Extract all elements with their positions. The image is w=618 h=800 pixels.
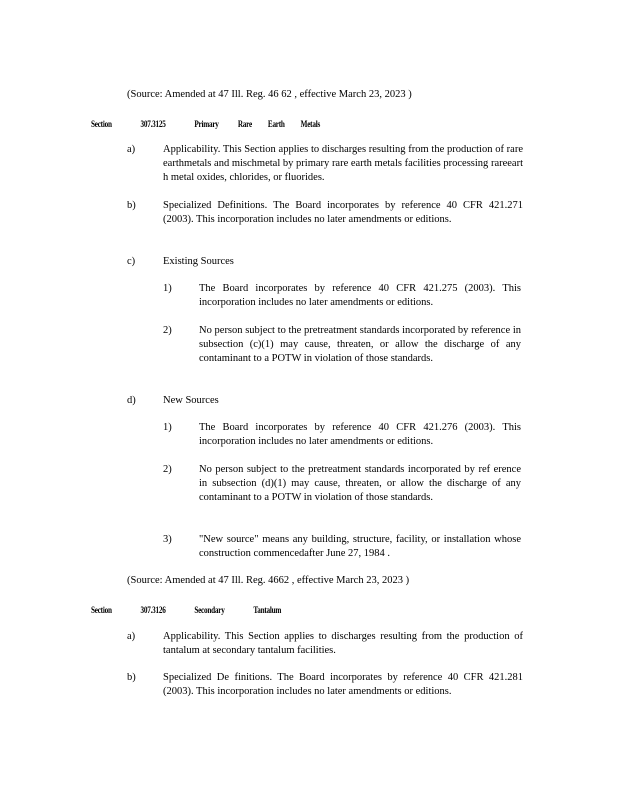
- subsection-text-a: Applicability. This Section applies to discharges resulting from the production of rare earthmetals and mischmetal by primary rare earth metals facilities processing rareeart h metal oxides, chlorides, or fluorides.: [163, 144, 523, 183]
- item-label-d1: 1): [163, 422, 172, 433]
- section-number: 307.3125: [140, 119, 166, 129]
- section-heading-3126: [91, 603, 281, 617]
- item-label-c1: 1): [163, 283, 172, 294]
- subsection-label-c: c): [127, 256, 136, 267]
- item-label-d2: 2): [163, 464, 172, 475]
- subsection-text-b: Specialized Definitions. The Board incorporates by reference 40 CFR 421.271 (2003). This incorporation includes no later amendments or editions.: [163, 200, 523, 225]
- subsection-heading-c: Existing Sources: [163, 256, 234, 267]
- subsection-label-a: a): [127, 144, 136, 155]
- subsection-label-d: d): [127, 395, 136, 406]
- section-title-word: Rare: [237, 119, 252, 129]
- subsection-text-a: Applicability. This Section applies to discharges resulting from the production of tantalum at secondary tantalum facilities.: [163, 631, 523, 656]
- section-heading-3125: [91, 117, 320, 131]
- item-label-d3: 3): [163, 534, 172, 545]
- item-text-d2: No person subject to the pretreatment standards incorporated by ref erence in subsection (d)(1) may cause, threaten, or allow the discharge of any contaminant to a POTW in violation of those standards.: [199, 464, 521, 503]
- item-text-c2: No person subject to the pretreatment standards incorporated by reference in subsection (c)(1) may cause, threaten, or allow the discharge of any contaminant to a POTW in violation of those standards.: [199, 325, 521, 364]
- subsection-label-b: b): [127, 672, 136, 683]
- subsection-label-a: a): [127, 631, 136, 642]
- section-title-word: Earth: [267, 119, 285, 129]
- source-note-3125: (Source: Amended at 47 Ill. Reg. 4662 , effective March 23, 2023 ): [127, 575, 410, 586]
- item-text-d1: The Board incorporates by reference 40 CFR 421.276 (2003). This incorporation includes no later amendments or editions.: [199, 422, 521, 447]
- section-title-word: Tantalum: [253, 605, 282, 615]
- source-note-top: (Source: Amended at 47 Ill. Reg. 46 62 , effective March 23, 2023 ): [127, 89, 412, 100]
- section-label: Section: [91, 605, 112, 615]
- section-title-word: Primary: [194, 119, 219, 129]
- subsection-label-b: b): [127, 200, 136, 211]
- section-title-word: Secondary: [194, 605, 225, 615]
- section-title-word: Metals: [300, 119, 321, 129]
- subsection-heading-d: New Sources: [163, 395, 219, 406]
- item-text-d3: "New source" means any building, structure, facility, or installation whose construction commencedafter June 27, 1984 .: [199, 534, 521, 559]
- section-label: Section: [91, 119, 112, 129]
- subsection-text-b: Specialized De finitions. The Board incorporates by reference 40 CFR 421.281 (2003). This incorporation includes no later amendments or editions.: [163, 672, 523, 697]
- section-number: 307.3126: [140, 605, 166, 615]
- item-text-c1: The Board incorporates by reference 40 CFR 421.275 (2003). This incorporation includes no later amendments or editions.: [199, 283, 521, 308]
- item-label-c2: 2): [163, 325, 172, 336]
